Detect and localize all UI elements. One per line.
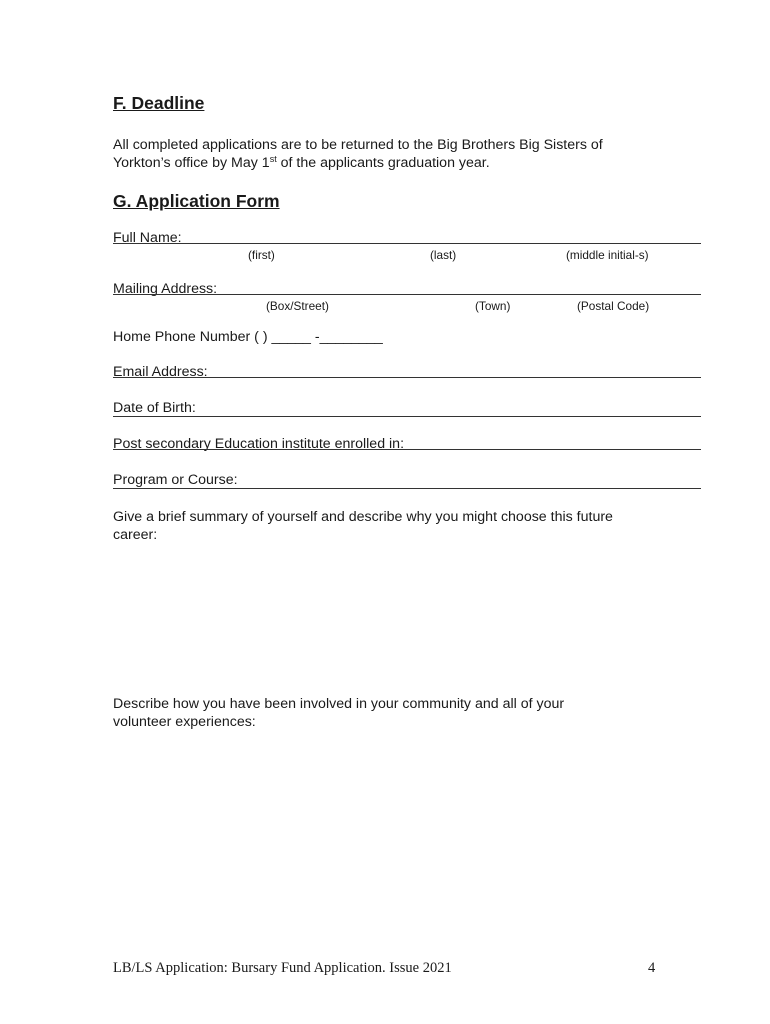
home-phone-field[interactable]: Home Phone Number ( ) _____ -________ [113,329,383,345]
mailing-address-field-line[interactable] [113,294,701,295]
ordinal-suffix: st [269,154,277,164]
dob-label: Date of Birth: [113,400,196,416]
mailing-address-label: Mailing Address: [113,281,218,297]
street-caption: (Box/Street) [266,299,329,313]
section-f-heading: F. Deadline [113,93,205,113]
town-caption: (Town) [475,299,511,313]
last-name-caption: (last) [430,248,457,262]
deadline-text-line-1: All completed applications are to be returned to the Big Brothers Big Sisters of [113,137,603,153]
postal-code-caption: (Postal Code) [577,299,650,313]
dob-field-line[interactable] [113,416,701,417]
institute-field-line[interactable] [113,449,701,450]
section-g-heading: G. Application Form [113,191,280,211]
deadline-text-suffix: of the applicants graduation year. [276,155,490,171]
first-name-caption: (first) [248,248,275,262]
community-question-line-2: volunteer experiences: [113,714,256,730]
summary-question-line-1: Give a brief summary of yourself and describe why you might choose this future [113,509,613,525]
middle-initial-caption: (middle initial-s) [566,248,649,262]
page-number: 4 [648,960,656,976]
summary-question-line-2: career: [113,527,158,543]
community-question-line-1: Describe how you have been involved in your community and all of your [113,696,565,712]
email-field-line[interactable] [113,377,701,378]
email-label: Email Address: [113,364,208,380]
full-name-field-line[interactable] [113,243,701,244]
program-field-line[interactable] [113,488,701,489]
program-label: Program or Course: [113,472,238,488]
full-name-label: Full Name: [113,230,182,246]
summary-answer-area[interactable] [113,548,701,683]
footer-text: LB/LS Application: Bursary Fund Application. Issue 2021 [113,960,452,976]
institute-label: Post secondary Education institute enrolled in: [113,436,405,452]
deadline-text-prefix: Yorkton’s office by May 1 [113,155,270,171]
deadline-text-line-2 [113,154,490,172]
community-answer-area[interactable] [113,735,701,935]
